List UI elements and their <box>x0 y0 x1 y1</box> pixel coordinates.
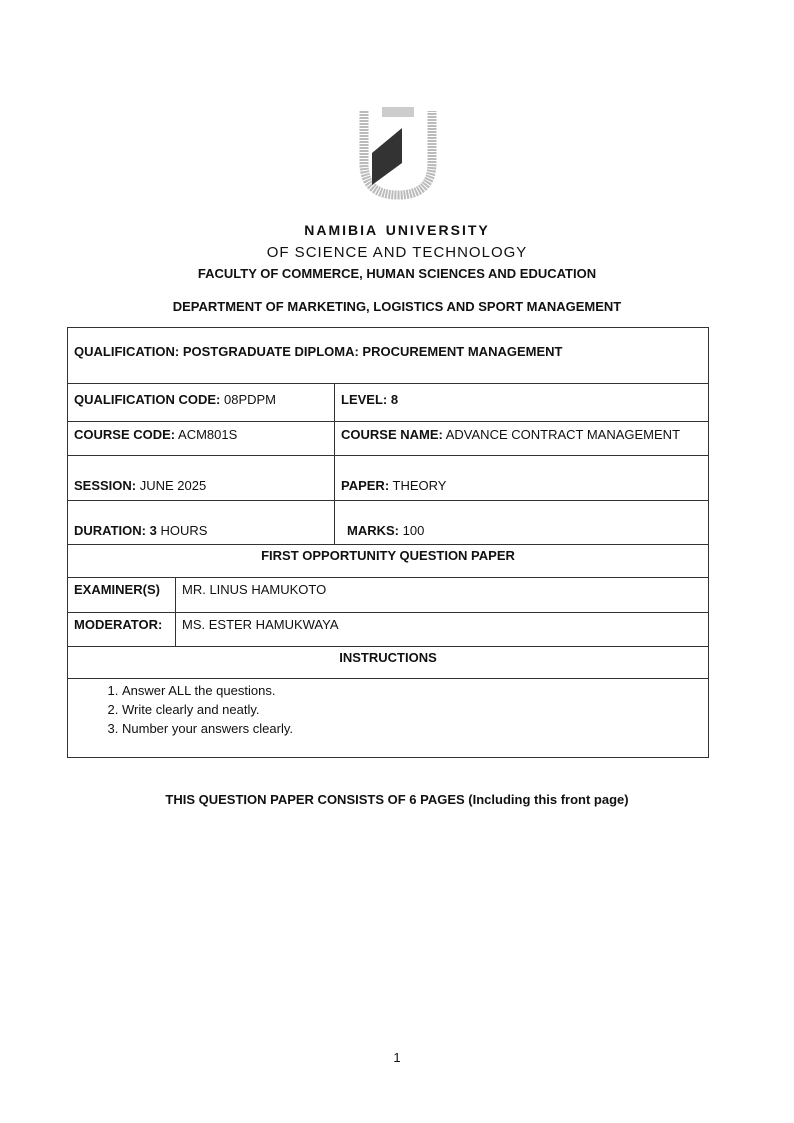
paper: THEORY <box>392 478 447 493</box>
course-name-cell <box>334 421 709 456</box>
label: QUALIFICATION CODE: <box>74 392 221 407</box>
opportunity-heading: FIRST OPPORTUNITY QUESTION PAPER <box>67 544 709 578</box>
course-code: ACM801S <box>178 427 238 442</box>
label: COURSE NAME: <box>341 427 443 442</box>
qualification-cell <box>67 327 709 384</box>
examiner-label: EXAMINER(S) <box>67 577 176 613</box>
course-code-cell <box>67 421 335 456</box>
label: DURATION: <box>74 523 146 538</box>
department: DEPARTMENT OF MARKETING, LOGISTICS AND SPORT MANAGEMENT <box>172 299 622 314</box>
moderator-name: MS. ESTER HAMUKWAYA <box>175 612 709 647</box>
paper-cell <box>334 455 709 501</box>
instructions-list <box>67 678 709 758</box>
course-name: ADVANCE CONTRACT MANAGEMENT <box>445 427 681 442</box>
label: QUALIFICATION: <box>74 344 180 359</box>
level-cell <box>334 383 709 422</box>
duration-cell <box>67 500 335 545</box>
university-logo <box>352 103 444 203</box>
label: COURSE CODE: <box>74 427 176 442</box>
label: MARKS: <box>347 523 399 538</box>
qualification: POSTGRADUATE DIPLOMA: PROCUREMENT MANAGEMENT <box>182 344 563 359</box>
session-cell <box>67 455 335 501</box>
level: 8 <box>390 392 399 407</box>
session: JUNE 2025 <box>139 478 207 493</box>
duration-unit: HOURS <box>160 523 208 538</box>
marks: 100 <box>402 523 425 538</box>
pages-note: THIS QUESTION PAPER CONSISTS OF 6 PAGES (Including this front page) <box>165 792 629 807</box>
moderator-label: MODERATOR: <box>67 612 176 647</box>
university-subtitle: OF SCIENCE AND TECHNOLOGY <box>266 244 528 261</box>
duration: 3 <box>149 523 157 538</box>
qual-code: 08PDPM <box>223 392 277 407</box>
label: LEVEL: <box>341 392 388 407</box>
marks-cell <box>334 500 709 545</box>
instruction-item: 3. Number your answers clearly. <box>122 719 702 738</box>
page-number: 1 <box>393 1050 401 1065</box>
instruction-item: 1. Answer ALL the questions. <box>122 681 702 700</box>
examiner-name: MR. LINUS HAMUKOTO <box>175 577 709 613</box>
university-name: namibia university <box>304 218 490 240</box>
label: PAPER: <box>341 478 390 493</box>
faculty: FACULTY OF COMMERCE, HUMAN SCIENCES AND EDUCATION <box>197 266 597 281</box>
label: SESSION: <box>74 478 137 493</box>
qual-code-cell <box>67 383 335 422</box>
instructions-heading: INSTRUCTIONS <box>67 646 709 679</box>
instruction-item: 2. Write clearly and neatly. <box>122 700 702 719</box>
